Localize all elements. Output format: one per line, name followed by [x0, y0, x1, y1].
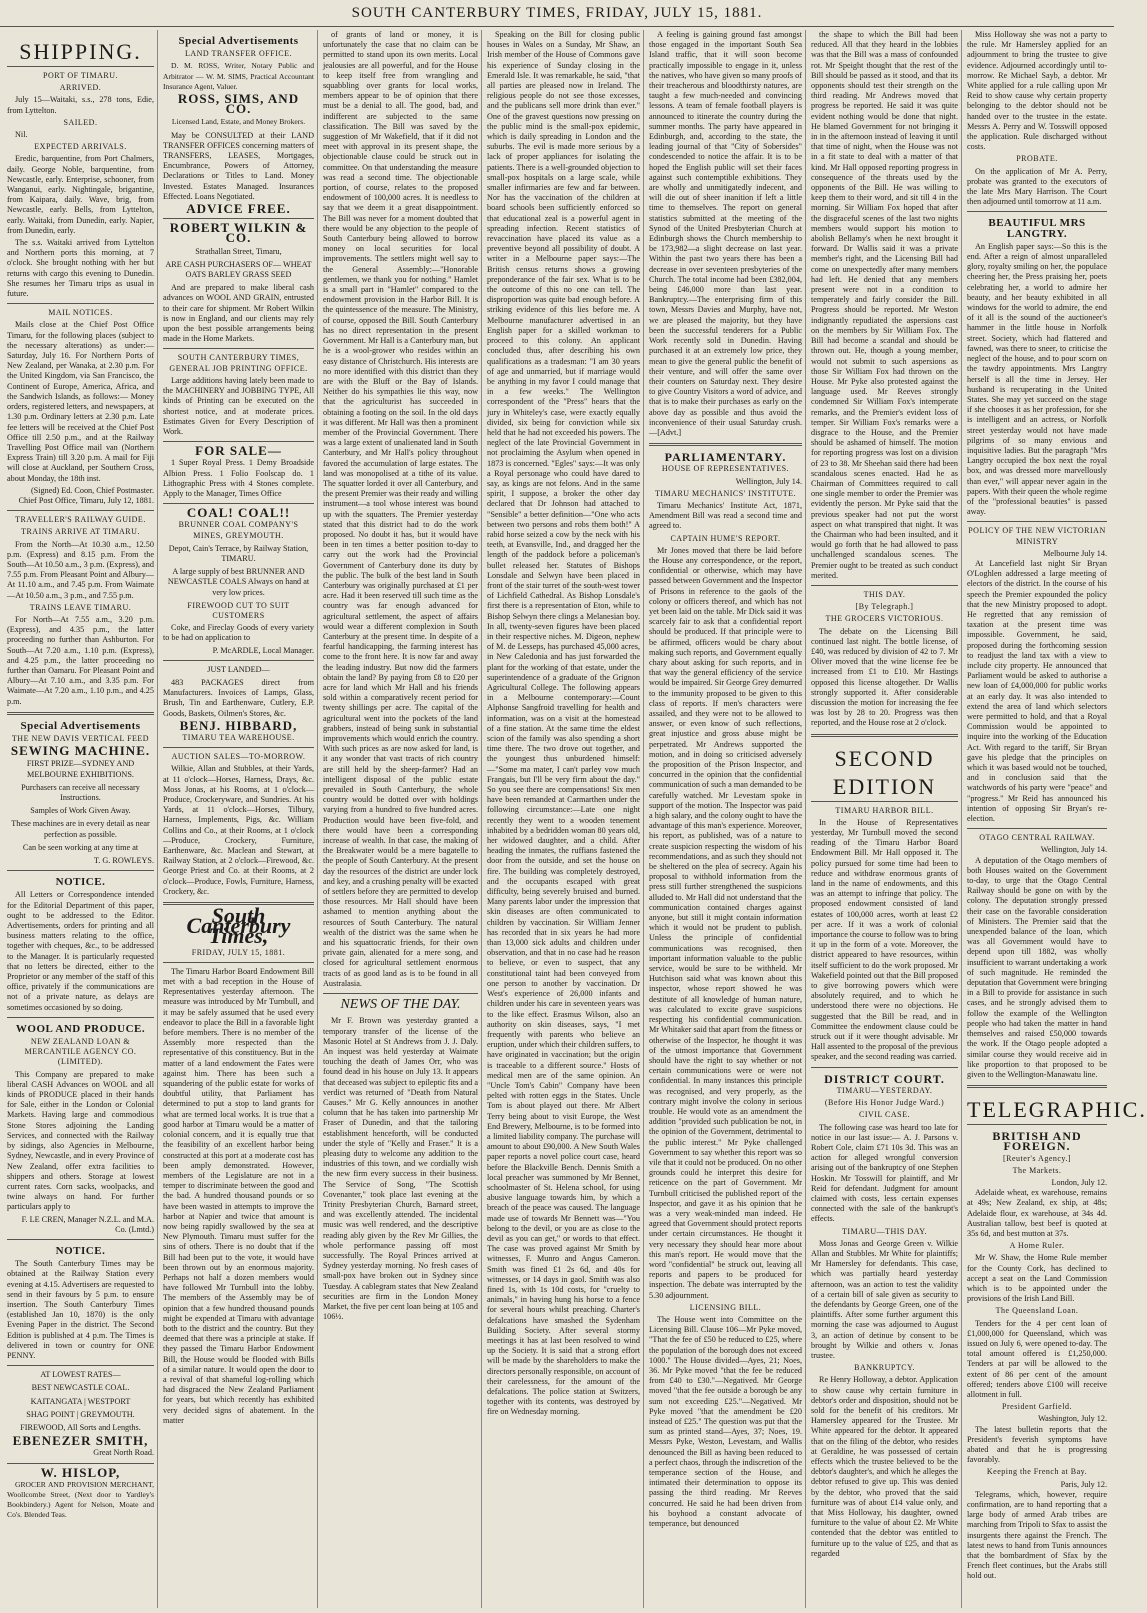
- mail-heading: MAIL NOTICES.: [48, 308, 113, 318]
- langtry-heading: BEAUTIFUL MRS LANGTRY.: [988, 217, 1086, 240]
- harbor-bill-heading: TIMARU HARBOR BILL.: [835, 805, 934, 815]
- civil-case-text: The following case was heard too late for notice in our last issue:— A. J. Parsons v. Robert Cole, claim £71 10s 3d. This was an action for alleged wrongful conversion arising out of the bankruptcy of one Stephen Hoskin. Mr Tosswill for plaintiff, and Mr Reid for defendant. Judgment for amount claimed with costs, less certain expenses connected with the sale of the bankrupt's effects.: [811, 1122, 958, 1224]
- column-2: [160, 30, 318, 1608]
- this-day-heading: THIS DAY.: [863, 589, 906, 599]
- just-landed: JUST LANDED—: [207, 664, 270, 674]
- policy-text: At Lancefield last night Sir Bryan O'Loghlen addressed a large meeting of electors of the district. In the course of his speech the Premier expounded the policy that the new Ministry proposed to adopt. He regretted that any remission of taxation at the present time was impossible. Government, he said, proposed during the forthcoming session to readjust the land tax with a view to include city property. He announced that Parliament would be asked to authorise a new loan of £4,000,000 for public works at an early day. It was also intended to extend the area of land which selectors were permitted to hold, and that a Royal Commission would be appointed to inquire into the working of the Education Act. With regard to the tariff, Sir Bryan gave his pledge that the principles on which it was based would not be touched, and in conclusion said that the watchwords of his party were "peace" and "progress." Mr Reid has announced his intention of opposing Sir Bryan's re-election.: [967, 558, 1107, 824]
- port-heading: PORT OF TIMARU.: [43, 71, 118, 80]
- mcardle-signature: P. McARDLE, Local Manager.: [212, 645, 314, 655]
- trains-leave-text: For North—At 7.55 a.m., 3.20 p.m. (Express), and 4.35 p.m., the latter proceeding no further than Ashburton. For South—At 7.20 a.m., 1.10 p.m. (Express), and 4.25 p.m., the latter proceeding no further than Oamaru. For Pleasant Point and Albury—At 7.10 a.m., and 3.35 p.m. For Waimate—At 7.20 a.m., 1.10 p.m., and 4.25 p.m.: [7, 614, 154, 706]
- wellington-dateline-2: Wellington, July 14.: [1040, 845, 1107, 855]
- notice2-heading: NOTICE.: [55, 1244, 106, 1257]
- garfield-heading: President Garfield.: [1002, 1402, 1072, 1412]
- telegraph-tag: [By Telegraph.]: [855, 602, 914, 612]
- arrived-text: July 15—Waitaki, s.s., 278 tons, Edie, from Lyttelton.: [7, 95, 154, 115]
- firewood-text-2: Coke, and Fireclay Goods of every variety to be had on application to: [163, 623, 314, 643]
- depot-text: Depot, Cain's Terrace, by Railway Station, TIMARU.: [168, 543, 309, 563]
- brunner-heading: BRUNNER COAL COMPANY'S MINES, GREYMOUTH.: [178, 520, 299, 540]
- auction-heading: AUCTION SALES—TO-MORROW.: [171, 752, 306, 762]
- markets-text: Adelaide wheat, ex warehouse, remains at 49s; New Zealand, ex ship, at 48s; Adelaide flour, ex warehouse, at 34s 4d. Australian tallow, best beef is quoted at 35s 6d, and best mutton at 37s.: [967, 1188, 1107, 1238]
- notice-text: All Letters or Correspondence intended for the Editorial Department of this paper, ought to be addressed to the Editor. Advertisements, orders for printing and all business matters relating to the office, together with cheques, &c., to be addressed to the Manager. It is particularly requested that no letters be directed, either to the Proprietor or any member of the staff of this office, privately if the communications are not of a private nature, as delays are sometimes occasioned by so doing.: [7, 890, 154, 1012]
- newspaper-title: South Canterbury Times,: [186, 903, 291, 949]
- otago-heading: OTAGO CENTRAL RAILWAY.: [979, 833, 1095, 843]
- london-dateline: London, July 12.: [1051, 1177, 1107, 1187]
- paris-dateline: Paris, July 12.: [1060, 1479, 1107, 1489]
- job-text: Large additions having lately been made to the MACHINERY and JOBBING TYPE, All kinds of Printing can be executed on the shortest notice, and at moderate prices. Estimates Given for Every Description of Work.: [163, 375, 314, 436]
- news-text-3: A feeling is gaining ground fast amongst those engaged in the important South Sea Island traffic, that it will soon become practically impossible to engage in it, unless the natives, who have given so many proofs of their treacherous and bloodthirsty natures, are taught a few much-needed and convincing lessons. A team of female football players is announced to itinerate the country during the summer months. The party have appeared in Edinburgh, and, according to the state, the leading journal of that "City of Sobersides" condescended to notice the affair. It is to be hoped the English public will set their faces against such contemptible exhibitions. They are wholly and unmitigatedly indecent, and will die out of sheer inanition if left a little time to themselves. The report on general statistics submitted at the meeting of the Synod of the United Presbyterian Church at Edinburgh shows the Church membership to be 173,982—a slight decrease on last year. Within the past two years there has been a decrease in over seventeen presbyteries of the Church. The total income had been £382,004, being £46,000 more than last year. Bankruptcy.—The enterprising firm of this town, Messrs Davies and Murphy, have not, we are pleased the majority, but they have been the successful tenderers for a Public Work recently sold in Dunedin. Having purchased it at an extremely low price, they mean to give the general public the benefit of their venture, and will offer the same over their counters on Saturday next. They desire to give Country Visitors a word of advice, and that is to make their purchases as early on the above day as possible and thus avoid the inconvenience of their usual Saturday crush.—[Advt.]: [649, 30, 802, 437]
- masthead: SOUTH CANTERBURY TIMES, FRIDAY, JULY 15, 1881.: [0, 0, 1114, 27]
- issue-date: FRIDAY, JULY 15, 1881.: [191, 947, 286, 957]
- notice2-text: The South Canterbury Times may be obtained at the Railway Station every evening at 4.15. Advertisers are requested to send in their favours by 5 p.m. to ensure insertion. The South Canterbury Times (established Jan 10, 1870) is the only Evening Paper in the district. The Second Edition is published at 4 p.m. The Times is delivered in town or country for ONE PENNY.: [7, 1259, 154, 1360]
- licensing-text: The House went into Committee on the Licensing Bill. Clause 106—Mr Pyke moved, "That the fee of £50 be reduced to £25, where the population of the borough does not exceed 1000." The House divided—Ayes, 21; Noes, 36. Mr Pyke moved "that the fee be reduced from £40 to £30."—Negatived. Mr George moved "that the fee outside a borough be any sum not exceeding £25."—Negatived. Mr Pyke moved "that the amendment be £20 instead of £25." The question was put that the sum as printed stand—Ayes, 37; Noes, 19. Messrs Pyke, Weston, Levestam, and Wallis denounced the Bill as having been reduced to a perfect chaos, through the indiscretion of the temperance section of the House, and intimated their determination to oppose its passing the third reading. Mr Reeves concurred. He said he had been driven from his boyhood a constant advocate of temperance, but denounced: [649, 1314, 802, 1529]
- shag-text: SHAG POINT | GREYMOUTH.: [26, 1409, 135, 1419]
- for-sale-heading: FOR SALE—: [195, 443, 282, 459]
- coal-text: BEST NEWCASTLE COAL.: [31, 1383, 130, 1393]
- french-text: Telegrams, which, however, require confirmation, are to hand reporting that a large body of armed Arab tribes are marching from Tripoli to Sfax to assist the insurgents there against the French. The latest news to hand from Tunis announces that the bombardment of Sfax by the French fleet continues, but the Arabs still hold out.: [967, 1489, 1107, 1581]
- davis-ad: THE NEW DAVIS VERTICAL FEED: [11, 733, 150, 743]
- this-day-court-text: Moss Jonas and George Green v. Wilkie Allan and Stubbles. Mr White for plaintiffs; Mr Hamersley for defendants. This case, which was partially heard yesterday afternoon, was an action to test the validity of a certain bill of sale given as security to the defendants by George Green, one of the plaintiffs. After some further argument this morning the case was adjourned to August 3, an action of detinue by consent to be brought by Wilkie and others v. Jonas trustee.: [811, 1238, 958, 1360]
- home-ruler-heading: A Home Ruler.: [1009, 1241, 1065, 1251]
- licensed-text: Licensed Land, Estate, and Money Brokers.: [171, 117, 306, 127]
- court-subheading: TIMARU—YESTERDAY.: [836, 1085, 933, 1095]
- samples-text: Samples of Work Given Away.: [30, 806, 131, 816]
- harbor-bill-text: In the House of Representatives yesterday, Mr Turnbull moved the second reading of the Timaru Harbor Board Endowment Bill. Mr Hall opposed it. The policy pursued for some time had been to reduce and withdraw enormous grants of land in the name of endowments, and this was an attempt to infringe that policy. The proposed endowment consisted of land estates of 100,000 acres, worth at least £2 per acre. If it was a work of colonial importance the course to follow was to bring it up in the form of a vote. Moreover, the district appeared to have resources, within itself sufficient to do the work proposed. Mr Wakefield pointed out that the Bill proposed to give borrowing powers which were absolutely required, and to which he understood there were no objections. He suggested that the Bill be read, and in Committee the endowment clause could be struck out if it were thought advisable. Mr Hall assented to the proposal of the previous speaker, and the second reading was carried.: [811, 817, 958, 1062]
- trains-arrive-text: From the North—At 10.30 a.m., 12.50 p.m. (Express) and 8.15 p.m. From the South—At 10.50 a.m., 3 p.m. (Express), and 7.55 p.m. From Pleasant Point and Albury—At 11.10 a.m., and 7.45 p.m. From Waimate—At 10.50 a.m., 3 p.m., and 7.55 p.m.: [7, 539, 154, 600]
- court-continued: Miss Holloway she was not a party to the rule. Mr Hamersley applied for an adjournment to bring the trustee to give evidence. Adjourned accordingly until to-morrow. Re Michael Sayb, a debtor. Mr White applied for a rule calling upon Mr Reid to show cause why certain property belonging to the debtor should not be handed over to the trustee in the estate. Messrs A. Perry and W. Tosswill opposed the application. Rule discharged without costs.: [967, 30, 1107, 152]
- auction-text: Wilkie, Allan and Stubbles, at their Yards, at 11 o'clock—Horses, Harness, Drays, &c. Moss Jonas, at his Rooms, at 1 o'clock—Produce, Crockeryware, and Sundries. At his Yards, at 11 o'clock—Horses, Tilbury, Harness, Implements, Pigs, &c. William Collins and Co., at their Rooms, at 1 o'clock—Produce, Crockery, Furniture, Earthenware, &c. Maclean and Stewart, at Railway Station, at 2 o'clock—Firewood, &c. George Priest and Co. at their Rooms, at 2 o'clock—Produce, Fowls, Furniture, Harness, Crockery, &c.: [163, 764, 314, 896]
- bankruptcy-text: Re Henry Holloway, a debtor. Application to show cause why certain furniture in debtor's order and disposition, should not be sold for the benefit of his creditors. Mr Hamersley appeared for the Trustee. Mr White appeared for the debtor. It appeared that on the filing of the debtor, who resides at Geraldine, he was possessed of certain effects which the trustee believed to be the debtor's daughter's, and which he alleges the debtor refused to give up. This was denied by the debtor, who proved that the said furniture was of about £14 value only, and that Miss Holloway, his daughter, owned furniture to the value of about £2. Mr White contended that the debtor was entitled to furniture up to the value of £25, and that as regarded: [811, 1375, 958, 1558]
- mail-text: Mails close at the Chief Post Office Timaru, for the following places (subject to the necessary alterations) as under:— Saturday, July 16. For Northern Ports of New Zealand, per Wanaka, at 2.30 p.m. For the United Kingdom, via San Francisco, the Continent of Europe, America, Africa, and the Sandwich Islands, as follows:— Money orders, registered letters, and newspapers, at 1.30 p.m. Ordinary letters at 2.30 p.m. Late fee letters will be received at the Chief Post Office till 2.50 p.m., and at the Railway Travelling Post Office mail van (Northern Express Train) till 3.20 p.m. A mail for Fiji will close at Auckland, per Southern Cross, about Monday, the 18th inst.: [7, 320, 154, 483]
- otago-text: A deputation of the Otago members of both Houses waited on the Government to-day, to urge that the Otago Central Railway should be gone on with by the colony. The deputation strongly pressed their case on the favorable consideration of Ministers. The Premier said that the unexpended balance of the loan, which was all Government would have to depend upon till 1882, was wholly insufficient to warrant undertaking a work of such magnitude. He reminded the deputation that Government were bringing in a Bill to provide for assistance in such cases, and he strongly advised them to follow the example of the Wellington people who had taken the matter in hand themselves and raised £50,000 towards the work. If the Otago people adopted a similar course they would receive aid in like proportion to that proposed to be given to the Wellington-Manawatu line.: [967, 855, 1107, 1079]
- parliamentary-heading: PARLIAMENTARY.: [664, 450, 787, 465]
- land-transfer-heading: LAND TRANSFER OFFICE.: [184, 49, 293, 59]
- expected-text: Eredic, barquentine, from Port Chalmers, daily. George Noble, barquentine, from Newcastle, early. Enterprise, schooner, from Wanganui, early. Nightingale, brigantine, from Kaipara, daily. Wave, brig, from Newcastle, early. Bells, from Lyttelton, early. Waitaki, from Dunedin, early. Napier, from Dunedin, early.: [7, 154, 154, 235]
- column-4: [484, 30, 644, 1608]
- leader-text: The Timaru Harbor Board Endowment Bill met with a bad reception in the House of Representatives yesterday afternoon. The measure was introduced by Mr Turnbull, and it may be safely assumed that he used every endeavor to place the Bill in a favorable light before members. There is no member of the Assembly more respected than the representative of this constituency. But in the matter of a land endowment the Fates were against him. There has been such a squandering of the public estate for works of doubtful utility, that Parliament has determined to put a stop to land grants for what are termed local works. It is true that a good harbor at Timaru would be a matter of colonial concern, and it is equally true that the feasibility of an excellent harbor being constructed at this port at a moderate cost has been amply demonstrated. However, members of the Legislature are not in a temper to discriminate between the good and the bad. A hundred thousand pounds or so have been wasted in attempts to improve the harbor at Napier and twice that amount is now being rapidly swallowed by the sea at New Plymouth. Timaru must suffer for the sins of others. There is no doubt that if the Bill had been put to the vote, it would have been thrown out by an enormous majority. Perhaps not half a dozen members would have followed Mr Turnbull into the lobby. The members of the Assembly may be of opinion that a few hundred thousand pounds might be expended at Timaru with advantage both to the district and the country. But they deemed that there was a principle at stake. If they passed the Timaru Harbor Endowment Bill, the House would be flooded with Bills of a similar nature. It would open the door to a revival of that shameful log-rolling which had disgraced the New Zealand Parliament for years, but which recently has exhibited very decided signs of abatement. In the matter: [163, 966, 314, 1425]
- wilkin-text: ARE CASH PURCHASERS OF— WHEAT OATS BARLEY GRASS SEED: [165, 259, 312, 280]
- probate-heading: PROBATE.: [1016, 154, 1058, 164]
- firewood-text: FIREWOOD, All Sorts and Lengths.: [20, 1422, 141, 1432]
- news-text: Mr F. Brown was yesterday granted a temporary transfer of the license of the Masonic Hotel at St Andrews from J. J. Daly. An inquest was held yesterday at Waimate touching the death of James Orr, who was found dead in his house on July 13. It appears that deceased was subject to epileptic fits and a verdict was returned of "Death from Natural Causes." Mr G. Kelly announces in another column that he has taken into partnership Mr Fraser of Dunedin, and that the tailoring establishment henceforth, will be conducted under the style of "Kelly and Fraser." It is a pleasing duty to welcome any addition to the industries of this town, and we cordially wish the new firm every success in their business. The Service of Song, "The Scottish Covenanter," took place last evening at the Trinity Presbyterian Church, Barnard street, and was excellently attended. The incidental music was well rendered, and the descriptive reading ably given by the Rev Mr Gillies, the whole performance passing off most successfully. The Royal Princes arrived at Sydney yesterday morning. No fresh cases of small-pox have broken out in Sydney since Tuesday. A cablegram states that New Zealand securities are firm in the London Money Market, the five per cent loan being at 105 and 106½.: [323, 1016, 478, 1322]
- licensing-continued: the shape to which the Bill had been reduced. All that they heard in the lobbies was that the Bill was a mass of confounded rot. Mr Speight thought that the rest of the Bill should be passed as it stood, and that its opponents should test their strength on the third reading. Mr Andrews moved that progress be reported. He said it was quite evident nothing would be done that night. He blamed Government for not bringing it in in the afternoon instead of leaving it until that time of night, when the House was not in a fit state to deal with a matter of that kind. Mr Hall opposed reporting progress in consequence of the threats used by the opponents of the Bill. He was willing to keep them to their word, and sit till 4 in the morning. Sir William Fox hoped that after the disgraceful scenes of the last two nights members would support his motion to abolish Bellamy's when he next brought it forward. Dr Wallis said it was a private member's right, and the Licensing Bill had come on unexpectedly after many members had left. He denied that any members present were not in a condition to temperately and fairly consider the Bill. Progress should be reported. Mr Weston indignantly repudiated the aspersions cast on the members by Sir William Fox. The Bill had become a scandal and should be thrown out. He, though a young member, would not submit to such aspersions as those Sir William Fox had thrown on the House. Mr Pyke also protested against the language used. Mr Reeves strongly condemned Sir William Fox's intemperate remarks, and the Premier's evident loss of temper. Sir William Fox's remarks were a disgrace to the House, and the Premier should be ashamed of himself. The motion for reporting progress was lost on a division of 23 to 38. Mr Sheehan said there had been scandalous scenes enacted. Had he as Chairman of Committees required to call one single member to order the Premier was evidently the person. Mr Pyke said that the previous speaker had not put the worst aspect on what transpired that night. It was the Chairman who had been insulted, and it would go forth that he had allowed to pass unchallenged scandalous scenes. The Premier ought to be treated as such conduct merited.: [811, 30, 958, 580]
- home-ruler-text: Mr W. Shaw, the Home Rule member for the County Cork, has declined to accept a seat on the Land Commission which is to be appointed under the provisions of the Irish Land Bill.: [967, 1253, 1107, 1304]
- mail-signature: (Signed) Ed. Coon, Chief Postmaster. Chief Post Office, Timaru, July 12, 1881.: [18, 485, 154, 505]
- british-foreign-heading: BRITISH AND FOREIGN.: [992, 1129, 1082, 1154]
- policy-heading: POLICY OF THE NEW VICTORIAN MINISTRY: [968, 526, 1106, 546]
- advice-free: ADVICE FREE.: [186, 201, 291, 217]
- bankruptcy-heading: BANKRUPTCY.: [854, 1363, 915, 1373]
- sailed-heading: SAILED.: [63, 117, 98, 127]
- special-ads-heading: Special Advertisements: [20, 719, 141, 732]
- queensland-heading: The Queensland Loan.: [995, 1306, 1079, 1316]
- packages-text: 483 PACKAGES direct from Manufacturers. Invoices of Lamps, Glass, Brush, Tin and Earthenware, Cutlery, E.P. Goods, Baskets, Oilmen's Stores, &c.: [163, 677, 314, 718]
- expected-heading: EXPECTED ARRIVALS.: [34, 142, 127, 152]
- markets-heading: The Markets.: [1012, 1165, 1062, 1175]
- arrived-heading: ARRIVED.: [59, 83, 102, 93]
- hibbard-address: TIMARU TEA WAREHOUSE.: [182, 732, 295, 742]
- prize-text: FIRST PRIZE—SYDNEY AND MELBOURNE EXHIBITIONS.: [26, 759, 135, 779]
- railway-heading: TRAVELLER'S RAILWAY GUIDE.: [15, 515, 146, 525]
- trains-arrive-heading: TRAINS ARRIVE AT TIMARU.: [21, 527, 140, 537]
- hislop-name: W. HISLOP,: [40, 1464, 121, 1480]
- second-edition-heading: SECOND EDITION: [811, 745, 958, 802]
- civil-case-heading: CIVIL CASE.: [859, 1110, 910, 1120]
- seen-text: Can be seen working at any time at: [22, 842, 139, 852]
- mechanics-heading: TIMARU MECHANICS' INSTITUTE.: [655, 488, 796, 498]
- french-heading: Keeping the French at Bay.: [986, 1467, 1088, 1477]
- trains-leave-heading: TRAINS LEAVE TIMARU.: [29, 602, 132, 612]
- firewood-heading: FIREWOOD CUT TO SUIT CUSTOMERS: [187, 600, 290, 620]
- special-ads-heading-2: Special Advertisements: [178, 35, 299, 47]
- kaitangata-text: KAITANGATA | WESTPORT: [30, 1396, 131, 1406]
- langtry-text: An English paper says:—So this is the end. After a reign of almost unparalleled glory, royalty smiling on her, the populace cheering her, the Press praising her, poets celebrating her, a world to admire her beauty, and her beauty exhibited in all windows for the world to admire, the end of it all is the sound of the auctioneer's hammer in the little house in Norfolk street. Society, which had flattered and fawned, was there to sneer, to criticise the neglect of the house, and to pour scorn on the tawdry appointments. Mrs Langtry herself is all the time in Jersey. Her husband is recuperating in the United States. She may yet succeed on the stage if she chooses it as her profession, for she is intelligent and an actress, or Norfolk street yesterday would not have made pilgrims of so many envious and inquisitive ladies. But the paragraph "Mrs Langtry occupied the box next the royal box, and was dressed more marvellously than ever," will appear never again in the papers. With their queen the whole regime of the "professional beauties" is passed away.: [967, 241, 1107, 517]
- telegraphic-heading: TELEGRAPHIC.: [967, 1096, 1107, 1125]
- sailed-text: Nil.: [15, 130, 28, 140]
- hibbard-name: BENJ. HIBBARD,: [179, 717, 298, 733]
- shipping-heading: SHIPPING.: [7, 38, 154, 67]
- waitaki-note: The s.s. Waitaki arrived from Lyttelton and Northern ports this morning, at 7 o'clock. She brought nothing with her but returns with cargo this evening to Dunedin. She resumes her Timaru trips as usual in future.: [7, 238, 154, 299]
- column-6: [808, 30, 962, 1608]
- queensland-text: Tenders for the 4 per cent loan of £1,000,000 for Queensland, which was issued on July 6, were opened to-day. The total amount offered is £1,250,000. Tenders at par will be allowed to the extent of 86 per cent of the amount offered; tenders above £100 will receive allotment in full.: [967, 1318, 1107, 1399]
- hislop-text: GROCER AND PROVISION MERCHANT, Woollcombe Street, (Next door to Yardley's Bookbindery.) Agent for Nelson, Moate and Co's. Blended Teas.: [7, 1479, 154, 1520]
- purchasers-text: Purchasers can receive all necessary Instructions.: [21, 782, 140, 802]
- reuter-tag: [Reuter's Agency.]: [1002, 1153, 1072, 1163]
- column-3: [320, 30, 482, 1608]
- wilkin-name: ROBERT WILKIN & CO.: [169, 220, 308, 246]
- brunner-text: A large supply of best BRUNNER AND NEWCASTLE COALS Always on hand at very low prices.: [167, 567, 310, 597]
- nz-loan-signature: F. LE CREN, Manager N.Z.L. and M.A. Co. (Lmtd.): [21, 1214, 154, 1234]
- news-text-2: Speaking on the Bill for closing public houses in Wales on a Sunday, Mr Shaw, an Irish member of the House of Commons gave his experience of Sunday closing in the Emerald Isle. It was remarkable, he said, "that all parties are pleased now in Ireland. The religious people do not see those excesses, and the publicans sell more drink than ever." One of the gravest questions now pressing on the public mind is the small-pox epidemic, which is daily spreading in London and the suburbs. The evil is made more serious by a lack of proper appliances for isolating the patients. There is a well-grounded objection to small-pox hospitals on a large scale, while smaller infirmaries are few and far between. Nor has the vaccination of the children at board schools been sufficiently enforced so that educational zeal is a powerful agent in spreading infection. Recent statistics of revaccination have placed its value as a preventive beyond all possibility of doubt. A writer in a Melbourne paper says:—The British census returns shows a growing preponderance of the fair sex. What is to be the outcome of this no one can tell. The disproportion was quite bad enough before. A striking evidence of this lies before me. A Melbourne manufacturer advertised in an English paper for a skilled workman to proceed to this colony. An applicant concluded thus, after describing his own qualifications as a tradesman: "I am 30 years of age and unmarried, but if marriage would be anything in my favor I could manage that in a few weeks." The Wellington correspondent of the "Press" hears that the jury in Whiteley's case, were exactly equally divided, six being for conviction while six held that he had not exceeded his powers. The neglect of the late Provincial Government in not proclaiming the Asylum when opened in 1873 is concerned. "Egles" says:—It was only a Royal personage who could have dared to say, as kings are not felons. And in the same spirit, I suppose, a broker the other day declared that Dr Johnson had attached to "Sensible" a better definition—"One who acts between two persons and robs them both!" A rabid horse seized a cow by the neck with his teeth, at Evansville, Ind., and dragged her the length of the paddock before a policeman's bullet released her. Statutes of Bishops Lonsdale and Selwyn have been placed in front of the stair turret of the south-west tower of Lichfield Cathedral. As Bishop Lonsdale's first there is a representation of Eton, while to Bishop Selwyn there clings a Melanesian boy. In all, twenty-seven figures have been placed in their respective niches. M. Digeon, nephew of M. de Lesseps, has purchased 45,000 acres, in New Caledonia and has just forwarded the plant for the working of that estate, under the superintendence of a graduate of the Grignon Agricultural College. The following appears in a Melbourne contemporary:—Count Alphonse Sangfroid travelling for health and information, was on a visit at the homestead of a fine station. At the same time the eldest scion of the family was also spending a short time there. The two drove out together, and the youngest thus unburdened himself:—"Some ma mater, I can't parley vow much Frangais, but I'll be very firm about the day." So you see there are compensations! Six men have been remanded at Carmarthen under the following circumstance:—Late one night recently they went to a wooden tenement inhabited by a bedridden woman 80 years old, her widowed daughter, and a child. After heading the inmates, the ruffians fastened the door from the outside, and set the house on fire. The building was completely destroyed, and the occupants escaped with great difficulty, being severely bruised and burned. Many parents labor under the impression that skin diseases are often communicated to children by vaccination. Sir William Jenner has recorded that in six years he had more than 13,000 sick adults and children under observation, and that in no case had he reason to believe, or even to suspect, that any constitutional taint had been conveyed from one person to another by vaccination. Dr West's experience of 26,000 infants and children under his care in seventeen years was to the like effect. Erasmus Wilson, also an authority on skin diseases, says, "I met frequently with parents who believe an eruption, under which their children suffers, to have originated in vaccination; but the origin is traceable to a different source." Hosts of medical men are of the same opinion. An "Uncle Tom's Cabin" Company have been pelted with rotten eggs in the States. Uncle Tom is about played out there. Mr Albert Terry being about to visit Europe, the West End Brewery, Melbourne, is to be formed into a limited liability company. The purchase will amount to about £90,000. A New South Wales paper reports a novel police court case, heard before the Blackville Bench. Dennis Smith a local preacher was summoned by Mr Bennet, schoolmaster of St. Helena school, for using abusive language towards him, by which a breach of the peace was caused. The language made use of towards Mr Bennett was—"You belong to the devil, or you are as close to the devil as you can get," or words to that effect. The case was proved against Mr Smith by witnesses, F. Munro and Angus Cameron. Smith was fined £1 2s 6d, and 40s for witnesses, or 14 days in gaol. Smith was also fined 1s, with 1s 10d costs, for "cruelty to animals," in having hung his horse to a fence for several hours whilst preaching. Charter's defalcations have smashed the Sydenham Building Society. After several stormy meetings it has at last been resolved to wind up the Society. It is said that a strong effort will be made by the shareholders to make the directors personally responsible, on account of their carelessness, for the amount of the defalcations. The police station at Switzers, together with its contents, was destroyed by fire on Wednesday morning.: [487, 30, 640, 1417]
- wilkin-street: Strathallan Street, Timaru,: [195, 246, 282, 256]
- sewing-machine-ad: SEWING MACHINE.: [10, 743, 151, 759]
- wool-heading: WOOL AND PRODUCE.: [15, 1022, 146, 1035]
- sct-printing-heading: SOUTH CANTERBURY TIMES, GENERAL JOB PRINTING OFFICE.: [169, 353, 308, 373]
- ross-sims-name: ROSS, SIMS, AND CO.: [177, 91, 300, 117]
- smith-name: EBENEZER SMITH,: [12, 1433, 149, 1449]
- coal-heading: COAL! COAL!!: [186, 505, 291, 521]
- smith-address: Great North Road.: [93, 1448, 154, 1458]
- partners-text: D. M. ROSS, Writer, Notary Public and Arbitrator — W. M. SIMS, Practical Accountant Insurance Agent, Valuer.: [163, 61, 314, 91]
- grocers-text: The debate on the Licensing Bill continued last night. The bottle license, of £40, was reduced by division of 42 to 7. Mr Oliver moved that the wine license fee be increased from £1 to £10. Mr Hastings opposed this license altogether. Dr Wallis strongly supported it. After considerable discussion the motion for increasing the fee was lost by 28 to 20. Progress was then reported, and the House rose at 2 o'clock.: [811, 626, 958, 728]
- news-heading: NEWS OF THE DAY.: [340, 997, 461, 1013]
- rowleys-signature: T. G. ROWLEYS.: [93, 856, 154, 866]
- wellington-dateline: Wellington, July 14.: [735, 476, 802, 486]
- house-heading: HOUSE OF REPRESENTATIVES.: [661, 464, 790, 474]
- nz-loan-heading: NEW ZEALAND LOAN & MERCANTILE AGENCY CO. (LIMITED).: [24, 1037, 137, 1067]
- column-5: [646, 30, 806, 1608]
- wilkin-more: And are prepared to make liberal cash advances on WOOL AND GRAIN, entrusted to their care for shipment. Mr Robert Wilkin is now in England, and our clients may rely upon the best possible arrangements being made in the Home Markets.: [163, 283, 314, 344]
- this-day-court-heading: TIMARU—THIS DAY.: [842, 1226, 927, 1236]
- district-court-heading: DISTRICT COURT.: [824, 1071, 945, 1086]
- nz-loan-text: This Company are prepared to make liberal CASH Advances on WOOL and all kinds of PRODUCE placed in their hands for Sale, either in the London or Colonial Markets. Having large and commodious Stone Stores adjoining the Landing Services, and connected with the Railway by sidings, also Agencies in Melbourne, Sydney, Newcastle, and in every Province of New Zealand, offer extra facilities to shippers and others. Storage at lowest current rates. Corn sacks, woolpacks, and twine always on hand. For further particulars apply to: [7, 1069, 154, 1212]
- machines-text: These machines are in every detail as near perfection as possible.: [11, 819, 150, 839]
- hume-heading: CAPTAIN HUME'S REPORT.: [670, 533, 781, 543]
- garfield-text: The latest bulletin reports that the President's feverish symptoms have abated and that he is progressing favorably.: [967, 1424, 1107, 1465]
- grocers-heading: THE GROCERS VICTORIOUS.: [825, 614, 944, 624]
- column-1: [4, 30, 158, 1608]
- licensing-heading: LICENSING BILL.: [689, 1302, 762, 1312]
- leader-continued: of grants of land or money, it is unfortunately the case that no claim can be permitted to stand upon its own merits. Local jealousies are all powerful, and for the House to keep itself free from wrangling and squabbling over grants for local works, members appear to be of opinion that there must be a denial to all. The good, bad, and indifferent are subjected to the same classification. The Bill was saved by the suggestion of Mr Wakefield, that if it did not meet with approval in its present shape, the objectionable clause could be struck out in committee. On that understanding the measure was read a second time. The objectionable portion, of course, relates to the proposed endowment of 100,000 acres. It is needless to say that we deem it a great disappointment. The Bill was never for a moment doubted that there would be any objection to the people of South Canterbury being allowed to borrow money on local securities for local improvements. The settlers might well say to the General Assembly:—"Honorable gentlemen, we thank you for nothing." Hamlet is a small part in "Hamlet" compared to the endowment provision in the Harbor Bill. It is the quintessence of the measure. The Ministry, of course, opposed the Bill. South Canterbury has no direct representation in the present Government. Mr Hall is a Canterbury man, but he is a wool-grower who resides within an easy distance of Christchurch. His interests are no more identified with this district than they are with the Bluff or the Bay of Islands. Neither do his sympathies lie this way, now that the agriculturist has succeeded in obtaining a footing on the soil. In the old days it was different. Mr Hall was then a prominent member of the Provincial Government. There was a large extent of unalienated land in South Canterbury, and Mr Hall's policy throughout favored the accumulation of large estates. The land was monopolised at a tithe of its value. The squatter lorded it over all Canterbury, and the present Premier was their ready and willing instrument—a tool whose interest was bound up with the squatters. The Premier yesterday stated that this district had to do the work proposed. No doubt it has, but it would have been in ten times a better position to-day to carry out the work had the Provincial Government of Canterbury done its duty by the public. The bulk of the best land in South Canterbury was originally purchased at £1 per acre. Had it been reserved till such time as the country was far enough advanced for agricultural settlement, the aspect of affairs would wear a different complexion in South Canterbury at the present time. In despite of a fearful handicapping, the farming interest has come to the front here. It is now far and away the leading industry. But now did the farmers obtain the land? By paying from £8 to £20 per acre for land which Mr Hall and his friends sold within a comparatively recent period for twenty shillings per acre. The capital of the agricultural went into the pockets of the land grabbers, instead of being sunk in substantial improvements which would enrich the country. With such prices as are now asked for land, is it any wonder that vast tracts of rich country are still held by the sheep-farmer? Had an intelligent disposal of the public estate prevailed in South Canterbury, the whole country would be dotted over with holdings varying from a hundred to five hundred acres. Production would have been five-fold, and there would have been a corresponding increase of wealth. In that case, the making of the Breakwater would be a mere bagatelle to the people of South Canterbury. At the present day the resources of the district are under lock and key, and a crushing penalty will be exacted of settlers before they are permitted to develop those resources. Mr Hall should have been ashamed to mention anything about the resources of South Canterbury. The natural wealth of the district was the same when he and his squattocratic friends, for their own private gain, alienated for a mere song, and closed for agricultural settlement enormous tracts of as good land as is to be found in all Australasia.: [323, 30, 478, 988]
- mechanics-text: Timaru Mechanics' Institute Act, 1871, Amendment Bill was read a second time and agreed to.: [649, 500, 802, 531]
- washington-dateline: Washington, July 12.: [1038, 1414, 1107, 1424]
- lowest-rates: AT LOWEST RATES—: [40, 1370, 121, 1380]
- column-7: [964, 30, 1147, 1608]
- hume-text: Mr Jones moved that there be laid before the House any correspondence, or the report, confidential or otherwise, which may have passed between Government and the Inspector of Prisons in reference to the gaols of the colony or officers thereof, and which has not yet been laid on the table. Mr Dick said it was scarcely fair to ask that a confidential report should be produced. If that principle were to be affirmed, officers would be chary about making such reports, and Government equally chary about asking for such reports, and in that way the general efficiency of the service would be impaired. Sir George Grey demurred to the immunity proposed to be given to this class of reports. If men's characters were assailed, and they were not to be allowed to answer, or even know of such reflections, great injustice and gross abuse might be perpetrated. Mr Andrews supported the motion, and in doing so criticised adversely the proposition of the Prison Inspector, and concurred in the opinion that the confidential communication of such a man demanded to be carefully watched. Mr Levestam spoke in support of the motion. The Inspector was paid a high salary, and the colony ought to have the advantage of this man's experience. Moreover, his report, as published, was of a nature to create suspicion respecting the wisdom of his recommendations, and as such they should not be sheltered on the plea of secrecy. Again his proposal to withhold information from the press still further strengthened the suspicions alluded to. Mr Hall did not understand that the communication contained charges against anyone, but still it might contain information which it would not be prudent to publish. Unless the principle of confidential communications was recognised, then important information valuable to the public service, would be sure to be withheld. Mr Hutchison said what was known about this inspector, whose report showed he was destitute of all knowledge of human nature, was calculated to excite grave suspicions respecting his confidential communication. Mr Whitaker said that apart from the fitness or otherwise of the Inspector, he thought it was of the utmost importance that Government should have the right to say whether or not certain communications were or were not confidential. In many instances this principle was recognised, and very properly, as the contrary might involve the colony in serious trouble. He would vote as an amendment the addition "provided such publication be not, in the opinion of the Government, detrimental to the public interest." Mr Pyke challenged Government to say whether this report was so vile that it could not be produced. On no other grounds could he interpret this desire for reticence on the part of Government. Mr Turnbull criticised the published report of the Inspector, and gave it as his opinion that he was a very weak-minded man indeed. He agreed that Government should protect reports under certain circumstances. He thought it very necessary they should hear more about this man's report. He would move that the word "confidential" be struck out, leaving all reports and papers to be produced for inspection. The debate was interrupted by the 5.30 adjournment.: [649, 545, 802, 1300]
- probate-text: On the application of Mr A. Perry, probate was granted to the executors of the late Mrs Mary Harrison. The Court then adjourned until tomorrow at 11 a.m.: [967, 166, 1107, 207]
- for-sale-text: 1 Super Royal Press. 1 Demy Broadside Albion Press. 1 Folio Foolscap do. 1 Lithographic Press with 4 Stones complete. Apply to the Manager, Times Office: [163, 458, 314, 498]
- melbourne-dateline: Melbourne July 14.: [1043, 548, 1107, 558]
- ross-text: May be CONSULTED at their LAND TRANSFER OFFICES concerning matters of TRANSFERS, LEASES, Mortgages, Encumbrance, Powers of Attorney, Declarations or Titles to Land. Money Invested. Estates Managed. Insurances Effected. Loans Negotiated.: [163, 130, 314, 201]
- notice-heading: NOTICE.: [55, 876, 106, 889]
- court-judge: (Before His Honor Judge Ward.): [824, 1098, 945, 1108]
